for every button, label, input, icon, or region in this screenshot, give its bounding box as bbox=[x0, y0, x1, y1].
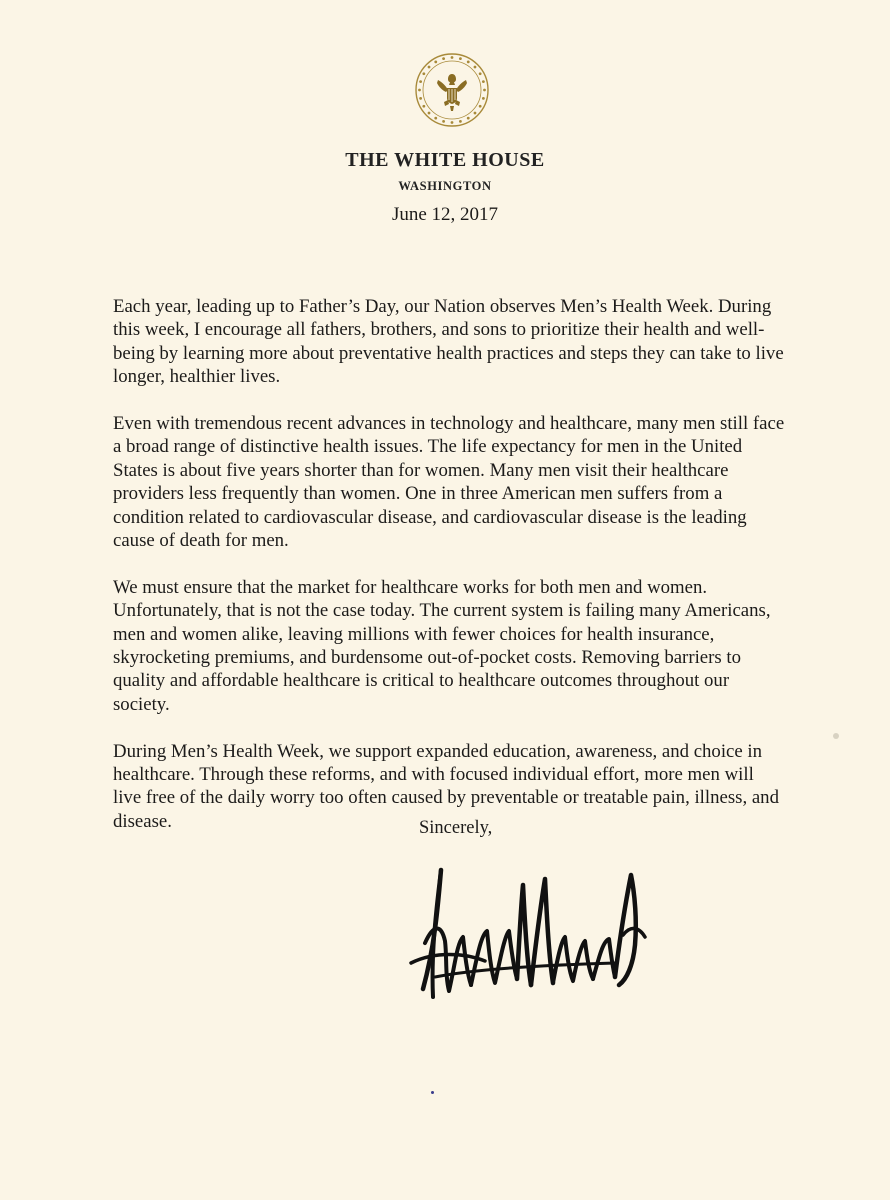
seal-star bbox=[467, 60, 470, 63]
seal-star bbox=[418, 89, 421, 92]
letter-date: June 12, 2017 bbox=[391, 204, 499, 225]
seal-star bbox=[474, 112, 477, 115]
seal-star bbox=[459, 120, 462, 123]
letterhead-title: THE WHITE HOUSE bbox=[345, 149, 545, 171]
seal-star bbox=[434, 60, 437, 63]
seal-star bbox=[442, 57, 445, 60]
seal-star bbox=[419, 97, 422, 100]
presidential-seal-icon bbox=[414, 52, 490, 128]
seal-star bbox=[451, 56, 454, 59]
letterhead-subtitle: WASHINGTON bbox=[398, 179, 492, 193]
seal-star bbox=[482, 97, 485, 100]
seal-star bbox=[479, 72, 482, 75]
seal-star bbox=[467, 117, 470, 120]
seal-star bbox=[422, 72, 425, 75]
seal-star bbox=[428, 66, 431, 69]
seal-star bbox=[442, 120, 445, 123]
seal-star bbox=[428, 112, 431, 115]
seal-star bbox=[483, 89, 486, 92]
paragraph: During Men’s Health Week, we support expanded education, awareness, and choice in healthcare. Through these reforms, and with focused individual effort, more men will live free of the daily worry too often caused by preventable or treatable pain, illness, and disease. bbox=[113, 740, 779, 832]
seal-star bbox=[434, 117, 437, 120]
ink-dot bbox=[431, 1091, 434, 1094]
paragraph: We must ensure that the market for healthcare works for both men and women. Unfortunately, that is not the case today. The current system is failing many Americans, men and women alike, leaving millions with fewer choices for health insurance, skyrocketing premiums, and burdensome out-of-pocket costs. Removing barriers to quality and affordable healthcare is critical to healthcare outcomes throughout our society. bbox=[113, 576, 771, 715]
signature-icon bbox=[405, 865, 650, 1015]
paragraph: Even with tremendous recent advances in technology and healthcare, many men still face a broad range of distinctive health issues. The life expectancy for men in the United States is about five years shorter than for women. Many men visit their healthcare providers less frequently than women. One in three American men suffers from a condition related to cardiovascular disease, and cardiovascular disease is the leading cause of death for men. bbox=[113, 413, 785, 552]
seal-star bbox=[479, 105, 482, 108]
seal-star bbox=[482, 80, 485, 83]
paper-mark bbox=[833, 733, 839, 739]
paragraph: Each year, leading up to Father’s Day, our Nation observes Men’s Health Week. During this week, I encourage all fathers, brothers, and sons to prioritize their health and well-being by learning more about preventative health practices and steps they can take to live longer, healthier lives. bbox=[113, 296, 784, 388]
seal-star bbox=[459, 57, 462, 60]
letter-body bbox=[113, 295, 785, 857]
seal-star bbox=[422, 105, 425, 108]
seal-star bbox=[474, 66, 477, 69]
seal-star bbox=[451, 121, 454, 124]
seal-star bbox=[419, 80, 422, 83]
closing: Sincerely, bbox=[419, 818, 493, 838]
